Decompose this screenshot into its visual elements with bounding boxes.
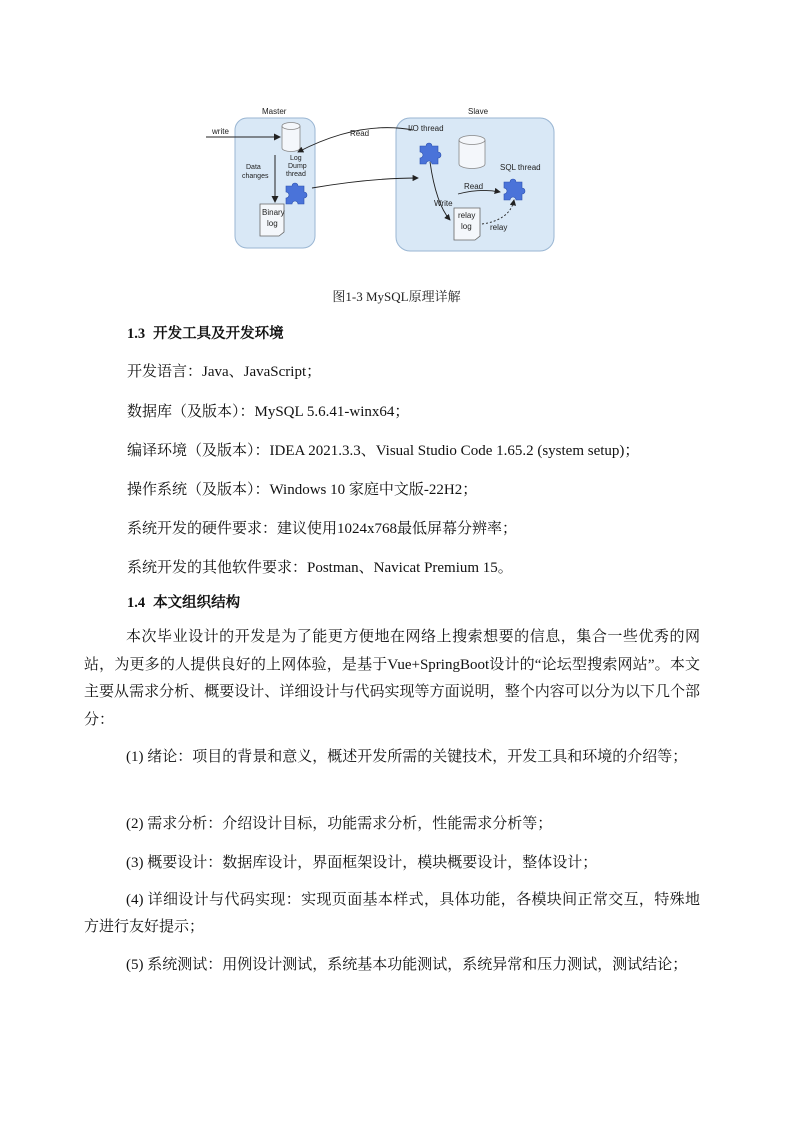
write-inner-label: Write — [434, 199, 453, 208]
log-dump-label-3: thread — [286, 171, 306, 178]
io-thread-label: I/O thread — [408, 124, 444, 133]
hardware-req-line: 系统开发的硬件要求：建议使用1024x768最低屏幕分辨率； — [127, 521, 518, 537]
list-item: (4) 详细设计与代码实现：实现页面基本样式，具体功能，各模块间正常交互，特殊地方进行友好提示； — [84, 892, 700, 935]
section-number: 1.4 — [127, 595, 146, 611]
log-dump-thread-icon — [286, 183, 307, 204]
master-database-icon — [282, 123, 300, 152]
os-version-line: 操作系统（及版本）：Windows 10 家庭中文版-22H2； — [127, 482, 478, 498]
list-item: (1) 绪论：项目的背景和意义，概述开发所需的关键技术，开发工具和环境的介绍等； — [126, 749, 688, 765]
write-label: write — [212, 127, 229, 136]
binary-log-label-2: log — [267, 219, 278, 228]
slave-title: Slave — [468, 107, 489, 116]
log-dump-label-1: Log — [290, 155, 302, 162]
sql-thread-icon — [504, 179, 525, 200]
log-dump-label-2: Dump — [288, 163, 307, 170]
section-heading-1-4 — [127, 591, 240, 612]
data-changes-label-1: Data — [246, 164, 261, 171]
slave-database-icon — [459, 136, 485, 169]
replication-diagram — [200, 100, 570, 260]
relay-log-label-1: relay — [458, 211, 476, 220]
section-title: 开发工具及开发环境 — [153, 326, 284, 342]
relay-log-label-2: log — [461, 222, 472, 231]
read-inner-label: Read — [464, 182, 484, 191]
mysql-replication-figure — [200, 100, 570, 260]
relay-out-label: relay — [490, 223, 508, 232]
section-number: 1.3 — [127, 326, 146, 342]
io-thread-icon — [420, 143, 441, 164]
figure-caption: 图1-3 MySQL原理详解 — [332, 289, 461, 304]
binary-log-label-1: Binary — [262, 208, 285, 217]
organization-intro-paragraph: 本次毕业设计的开发是为了能更方便地在网络上搜索想要的信息，集合一些优秀的网站，为更多的人提供良好的上网体验，是基于Vue+SpringBoot设计的“论坛型搜索网站”。本文主要从需求分析、概要设计、详细设计与代码实现等方面说明，整个内容可以分为以下几个部分： — [84, 629, 700, 728]
software-req-line: 系统开发的其他软件要求：Postman、Navicat Premium 15。 — [127, 560, 513, 576]
dev-language-line: 开发语言：Java、JavaScript； — [127, 364, 322, 380]
list-item: (3) 概要设计：数据库设计，界面框架设计，模块概要设计，整体设计； — [126, 855, 598, 871]
section-title: 本文组织结构 — [153, 595, 241, 611]
database-version-line: 数据库（及版本）：MySQL 5.6.41-winx64； — [127, 404, 410, 420]
list-item: (2) 需求分析：介绍设计目标，功能需求分析，性能需求分析等； — [126, 816, 553, 832]
data-changes-label-2: changes — [242, 173, 269, 180]
master-title: Master — [262, 107, 287, 116]
list-item: (5) 系统测试：用例设计测试，系统基本功能测试，系统异常和压力测试，测试结论； — [126, 957, 688, 973]
section-heading-1-3 — [127, 322, 284, 343]
compile-env-line: 编译环境（及版本）：IDEA 2021.3.3、Visual Studio Code 1.65.2 (system setup)； — [127, 443, 640, 459]
read-top-label: Read — [350, 129, 370, 138]
sql-thread-label: SQL thread — [500, 163, 541, 172]
